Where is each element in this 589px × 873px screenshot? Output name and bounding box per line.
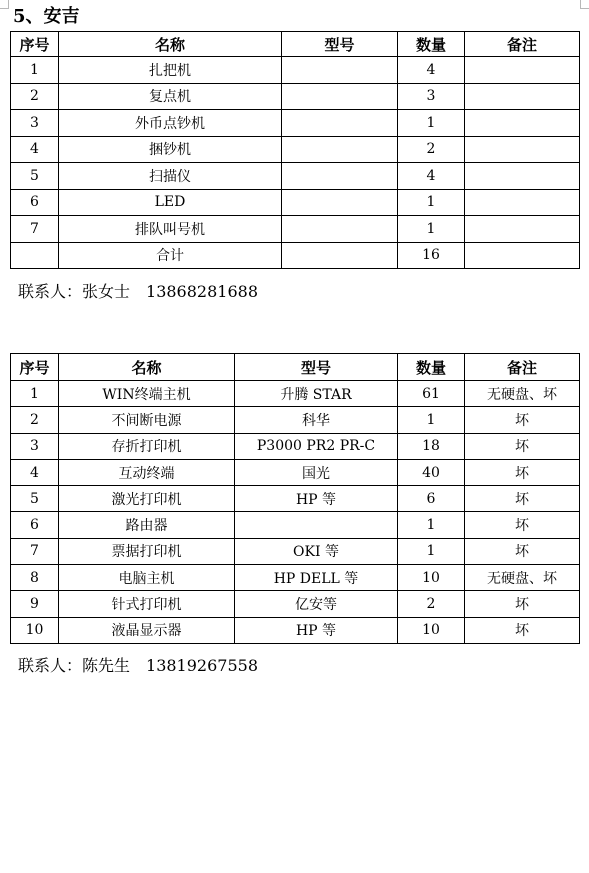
header-quantity: 数量 bbox=[398, 32, 465, 57]
cell-name: 电脑主机 bbox=[59, 565, 235, 591]
cell-index: 3 bbox=[11, 433, 59, 459]
table-row bbox=[11, 136, 580, 163]
cell-quantity: 40 bbox=[398, 459, 465, 485]
cell-index: 4 bbox=[11, 136, 59, 163]
section-heading: 5、安吉 bbox=[13, 6, 80, 27]
cell-name: 路由器 bbox=[59, 512, 235, 538]
cell-remark bbox=[465, 110, 580, 137]
cell-quantity: 4 bbox=[398, 57, 465, 84]
table-row bbox=[11, 433, 580, 459]
cell-name: 票据打印机 bbox=[59, 538, 235, 564]
cell-name: 液晶显示器 bbox=[59, 617, 235, 643]
cell-quantity: 1 bbox=[398, 216, 465, 243]
cell-name: LED bbox=[59, 189, 282, 216]
table-row bbox=[11, 591, 580, 617]
table-row bbox=[11, 381, 580, 407]
contact-phone: 13819267558 bbox=[146, 656, 258, 675]
header-name: 名称 bbox=[59, 32, 282, 57]
cell-model: 升腾 STAR bbox=[235, 381, 398, 407]
cell-name: 不间断电源 bbox=[59, 407, 235, 433]
cell-model: HP DELL 等 bbox=[235, 565, 398, 591]
cell-quantity: 1 bbox=[398, 538, 465, 564]
cell-quantity: 2 bbox=[398, 136, 465, 163]
cell-remark: 坏 bbox=[465, 486, 580, 512]
cell-index: 9 bbox=[11, 591, 59, 617]
page-corner-mark-left bbox=[0, 0, 9, 9]
cell-name: 捆钞机 bbox=[59, 136, 282, 163]
cell-index: 2 bbox=[11, 407, 59, 433]
cell-index: 3 bbox=[11, 110, 59, 137]
cell-model bbox=[282, 57, 398, 84]
cell-index: 5 bbox=[11, 486, 59, 512]
table-header-row bbox=[11, 354, 580, 381]
cell-model: 科华 bbox=[235, 407, 398, 433]
cell-remark: 坏 bbox=[465, 617, 580, 643]
header-index: 序号 bbox=[11, 354, 59, 381]
cell-index: 8 bbox=[11, 565, 59, 591]
page-corner-mark-right bbox=[580, 0, 589, 9]
cell-index: 5 bbox=[11, 163, 59, 190]
contact-line-2 bbox=[18, 655, 258, 677]
cell-quantity: 4 bbox=[398, 163, 465, 190]
cell-model bbox=[282, 189, 398, 216]
header-quantity: 数量 bbox=[398, 354, 465, 381]
cell-model: OKI 等 bbox=[235, 538, 398, 564]
table-row bbox=[11, 512, 580, 538]
cell-model: HP 等 bbox=[235, 486, 398, 512]
cell-quantity: 1 bbox=[398, 407, 465, 433]
header-model: 型号 bbox=[235, 354, 398, 381]
cell-model bbox=[282, 110, 398, 137]
cell-remark bbox=[465, 216, 580, 243]
cell-quantity: 10 bbox=[398, 565, 465, 591]
contact-phone: 13868281688 bbox=[146, 282, 258, 301]
cell-name: 排队叫号机 bbox=[59, 216, 282, 243]
contact-label: 联系人：张女士 bbox=[18, 282, 131, 301]
cell-quantity: 16 bbox=[398, 242, 465, 269]
table-row bbox=[11, 242, 580, 269]
cell-remark bbox=[465, 242, 580, 269]
cell-name: 存折打印机 bbox=[59, 433, 235, 459]
table-row bbox=[11, 57, 580, 84]
header-index: 序号 bbox=[11, 32, 59, 57]
contact-label: 联系人：陈先生 bbox=[18, 656, 131, 675]
table-row bbox=[11, 216, 580, 243]
equipment-table-2 bbox=[10, 353, 580, 644]
cell-remark: 坏 bbox=[465, 407, 580, 433]
cell-model: HP 等 bbox=[235, 617, 398, 643]
table-row bbox=[11, 617, 580, 643]
cell-remark: 无硬盘、坏 bbox=[465, 381, 580, 407]
cell-index: 7 bbox=[11, 538, 59, 564]
header-model: 型号 bbox=[282, 32, 398, 57]
cell-quantity: 1 bbox=[398, 110, 465, 137]
cell-index: 2 bbox=[11, 83, 59, 110]
cell-index: 6 bbox=[11, 512, 59, 538]
cell-name: 合计 bbox=[59, 242, 282, 269]
cell-index: 10 bbox=[11, 617, 59, 643]
cell-model bbox=[282, 136, 398, 163]
cell-index: 7 bbox=[11, 216, 59, 243]
cell-remark bbox=[465, 136, 580, 163]
table-row bbox=[11, 565, 580, 591]
cell-name: 针式打印机 bbox=[59, 591, 235, 617]
cell-quantity: 1 bbox=[398, 512, 465, 538]
table-header-row bbox=[11, 32, 580, 57]
cell-model bbox=[282, 83, 398, 110]
cell-remark: 坏 bbox=[465, 512, 580, 538]
cell-remark bbox=[465, 57, 580, 84]
cell-quantity: 6 bbox=[398, 486, 465, 512]
cell-remark: 坏 bbox=[465, 459, 580, 485]
cell-name: WIN终端主机 bbox=[59, 381, 235, 407]
cell-quantity: 3 bbox=[398, 83, 465, 110]
cell-model: 亿安等 bbox=[235, 591, 398, 617]
header-remark: 备注 bbox=[465, 354, 580, 381]
header-remark: 备注 bbox=[465, 32, 580, 57]
cell-quantity: 1 bbox=[398, 189, 465, 216]
cell-remark bbox=[465, 189, 580, 216]
cell-model: P3000 PR2 PR-C bbox=[235, 433, 398, 459]
cell-quantity: 61 bbox=[398, 381, 465, 407]
cell-quantity: 18 bbox=[398, 433, 465, 459]
table-row bbox=[11, 407, 580, 433]
cell-index: 1 bbox=[11, 381, 59, 407]
table-row bbox=[11, 486, 580, 512]
cell-quantity: 2 bbox=[398, 591, 465, 617]
table-row bbox=[11, 459, 580, 485]
cell-model bbox=[282, 163, 398, 190]
header-name: 名称 bbox=[59, 354, 235, 381]
cell-name: 扫描仪 bbox=[59, 163, 282, 190]
cell-remark: 坏 bbox=[465, 538, 580, 564]
cell-model: 国光 bbox=[235, 459, 398, 485]
cell-name: 外币点钞机 bbox=[59, 110, 282, 137]
table-row bbox=[11, 83, 580, 110]
cell-name: 复点机 bbox=[59, 83, 282, 110]
contact-line-1 bbox=[18, 281, 258, 303]
cell-index: 1 bbox=[11, 57, 59, 84]
cell-remark: 坏 bbox=[465, 591, 580, 617]
cell-model bbox=[235, 512, 398, 538]
cell-index: 4 bbox=[11, 459, 59, 485]
cell-index bbox=[11, 242, 59, 269]
cell-name: 扎把机 bbox=[59, 57, 282, 84]
cell-remark bbox=[465, 163, 580, 190]
cell-remark: 无硬盘、坏 bbox=[465, 565, 580, 591]
cell-name: 激光打印机 bbox=[59, 486, 235, 512]
table-row bbox=[11, 110, 580, 137]
table-row bbox=[11, 189, 580, 216]
cell-name: 互动终端 bbox=[59, 459, 235, 485]
cell-remark bbox=[465, 83, 580, 110]
cell-model bbox=[282, 242, 398, 269]
cell-quantity: 10 bbox=[398, 617, 465, 643]
table-row bbox=[11, 538, 580, 564]
cell-remark: 坏 bbox=[465, 433, 580, 459]
table-row bbox=[11, 163, 580, 190]
cell-model bbox=[282, 216, 398, 243]
equipment-table-1 bbox=[10, 31, 580, 269]
cell-index: 6 bbox=[11, 189, 59, 216]
